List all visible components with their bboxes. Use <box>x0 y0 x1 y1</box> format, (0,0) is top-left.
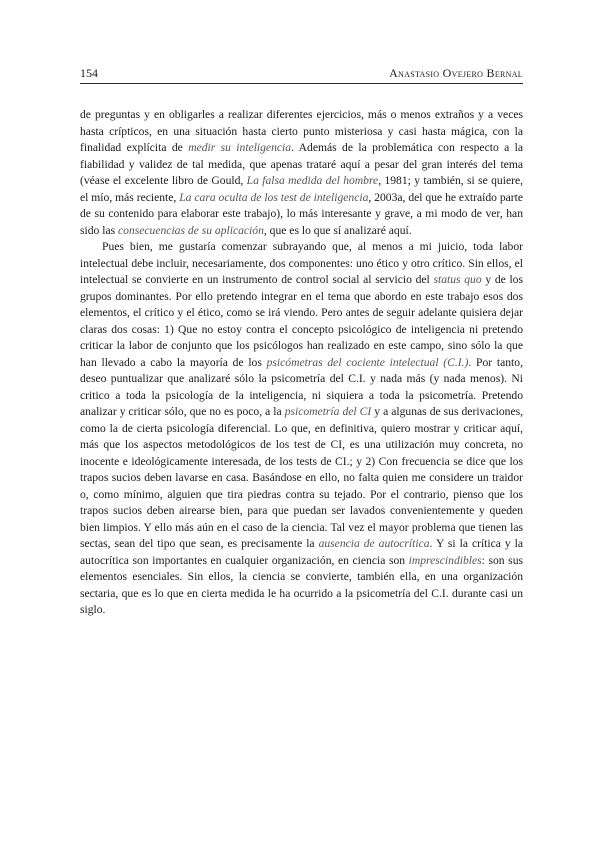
text-run: , 1981; y también, si se quiere, el mío, más reciente, <box>80 174 523 204</box>
text-run: Pues bien, me gustaría comenzar subrayando que, al menos a mi juicio, toda labor intelectual debe incluir, necesariamente, dos componentes: uno ético y otro crítico. Sin ellos, el intelectual se convierte en un instrumento de control social al servicio del <box>80 240 523 286</box>
text-run: . Por tanto, deseo puntualizar que analizaré sólo la psicometría del C.I. y nada más (y nada menos). Ni critico a toda la psicología de la inteligencia, ni siquiera a toda la psicometría. Pretendo analizar y criticar sólo, que no es poco, a la <box>80 355 523 418</box>
paragraph-2 <box>80 239 523 619</box>
italic-book-title: La falsa medida del hombre <box>246 174 379 187</box>
text-run: , 2003a, del que he extraído parte de su contenido para elaborar este trabajo), lo más interesante y grave, a mi modo de ver, han sido las <box>80 190 524 237</box>
italic-phrase: psicómetras del cociente intelectual (C.I.) <box>266 355 469 369</box>
paragraph-1 <box>80 107 523 239</box>
page-number: 154 <box>80 66 98 80</box>
italic-phrase: status quo <box>433 273 482 286</box>
italic-phrase: ausencia de autocrítica <box>318 537 430 550</box>
text-run: . Y si la crítica y la autocrítica son importantes en cualquier organización, en ciencia son <box>80 537 524 567</box>
text-run: . Además de la problemática con respecto a la fiabilidad y validez de tal medida, que apenas trataré aquí a pesar del gran interés del tema (véase el excelente libro de Gould, <box>80 141 524 187</box>
running-header <box>80 65 523 84</box>
italic-phrase: medir su inteligencia <box>188 141 292 154</box>
text-run: y de los grupos dominantes. Por ello pretendo integrar en el tema que abordo en este trabajo esos dos elementos, el crítico y el ético, como se irá viendo. Pero antes de seguir adelante quisiera dejar claras dos cosas: 1) Que no estoy contra el concepto psicológico de inteligencia ni pretendo criticar la labor de conjunto que los psicólogos han realizado en este campo, sino sólo la que han llevado a cabo la mayoría de los <box>80 273 523 369</box>
text-run: de preguntas y en obligarles a realizar diferentes ejercicios, más o menos extraños y a veces hasta crípticos, en una situación hasta cierto punto misteriosa y casi hasta mágica, con la finalidad explícita de <box>80 108 523 154</box>
italic-phrase: consecuencias de su aplicación <box>118 223 264 237</box>
text-run: , que es lo que sí analizaré aquí. <box>263 223 412 237</box>
text-run: y a algunas de sus derivaciones, como la de cierta psicología diferencial. Lo que, en definitiva, quiero mostrar y criticar aquí, más que los aspectos metodológicos de los test de CI, es una utilización muy concreta, no inocente e ideológicamente interesada, de los tests de CI.; y 2) Con frecuencia se dice que los trapos sucios deben lavarse en casa. Basándose en ello, no falta quien me considere un traidor o, como mínimo, alguien que tira piedras contra su tejado. Por el contrario, pienso que los trapos sucios deben airearse bien, para que puedan ser lavados convenientemente y queden bien limpios. Y ello más aún en el caso de la ciencia. Tal vez el mayor problema que tienen las sectas, sean del tipo que sean, es precisamente la <box>80 405 523 550</box>
italic-phrase: psicometría del CI <box>284 405 372 418</box>
text-run: : son sus elementos esenciales. Sin ellos, la ciencia se convierte, también ella, en una organización sectaria, que es lo que en cierta medida le ha ocurrido a la psicometría del C.I. durante casi un siglo. <box>80 553 523 616</box>
italic-phrase: imprescindibles <box>408 553 482 567</box>
body-text <box>80 107 523 619</box>
author-running-head: Anastasio Ovejero Bernal <box>389 66 523 80</box>
italic-book-title: La cara oculta de los test de inteligencia <box>179 190 369 204</box>
